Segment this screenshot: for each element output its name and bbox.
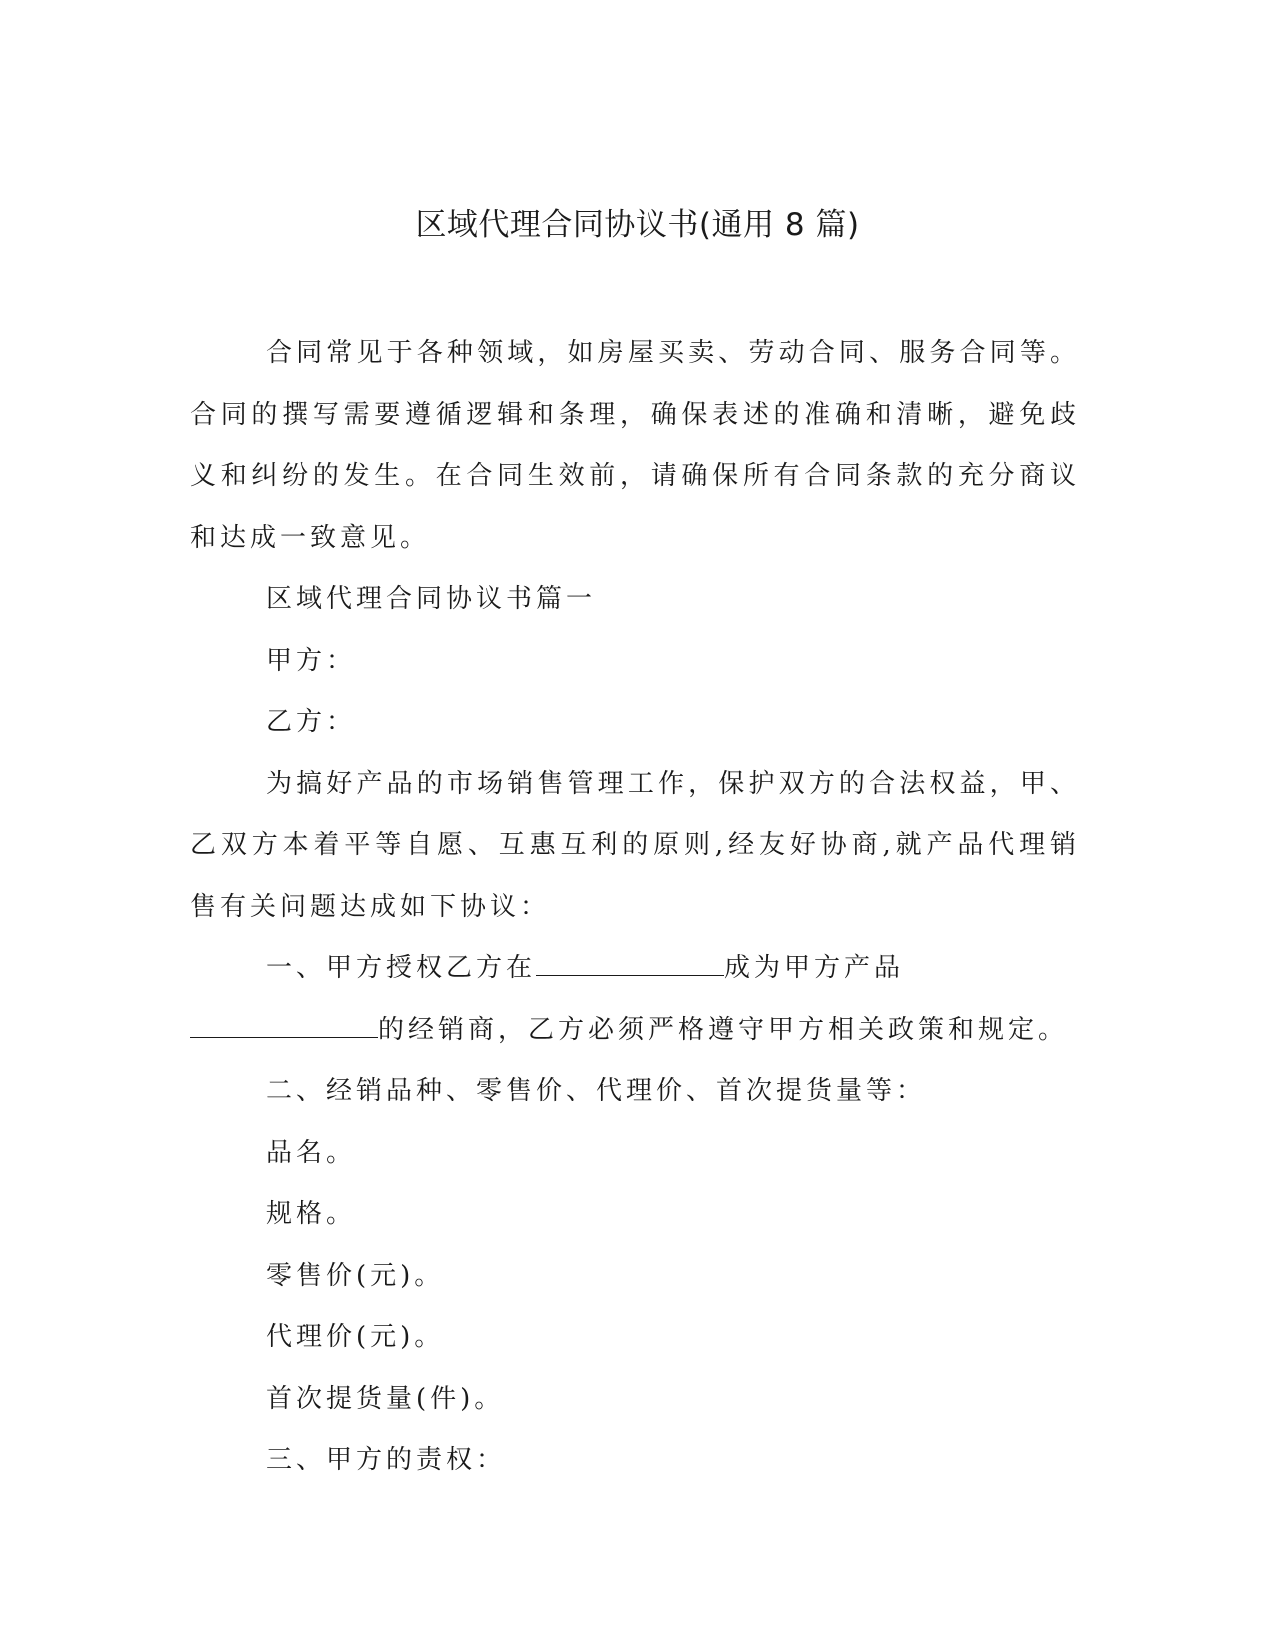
party-a-line: 甲方： xyxy=(266,645,357,676)
intro-paragraph: 合同常见于各种领域，如房屋买卖、劳动合同、服务合同等。合同的撰写需要遵循逻辑和条理，确保表述的准确和清晰，避免歧义和纠纷的发生。在合同生效前，请确保所有合同条款的充分商议和达成一致意见。 xyxy=(190,338,1080,553)
spec-line: 规格。 xyxy=(266,1199,357,1229)
agent-price-line: 代理价(元)。 xyxy=(266,1322,445,1352)
purpose-paragraph: 为搞好产品的市场销售管理工作，保护双方的合法权益，甲、乙双方本着平等自愿、互惠互利的原则,经友好协商,就产品代理销售有关问题达成如下协议： xyxy=(190,768,1080,922)
clause-1-text-c: 的经销商，乙方必须严格遵守甲方相关政策和规定。 xyxy=(378,1014,1069,1045)
party-b-line: 乙方： xyxy=(266,707,357,737)
clause-1-text-b: 成为甲方产品 xyxy=(724,953,905,983)
document-title: 区域代理合同协议书(通用 8 篇) xyxy=(415,207,860,243)
section-heading: 区域代理合同协议书篇一 xyxy=(266,584,597,614)
clause-2: 二、经销品种、零售价、代理价、首次提货量等： xyxy=(266,1076,927,1106)
clause-1-text-a: 一、甲方授权乙方在 xyxy=(266,953,537,983)
product-name-line: 品名。 xyxy=(266,1137,357,1168)
retail-price-line: 零售价(元)。 xyxy=(266,1260,445,1291)
region-blank-field[interactable] xyxy=(536,949,724,976)
clause-1 xyxy=(190,938,1080,1061)
clause-3: 三、甲方的责权： xyxy=(266,1445,507,1475)
document-body xyxy=(190,323,1080,1492)
first-order-line: 首次提货量(件)。 xyxy=(266,1383,505,1414)
product-blank-field[interactable] xyxy=(190,1011,378,1038)
